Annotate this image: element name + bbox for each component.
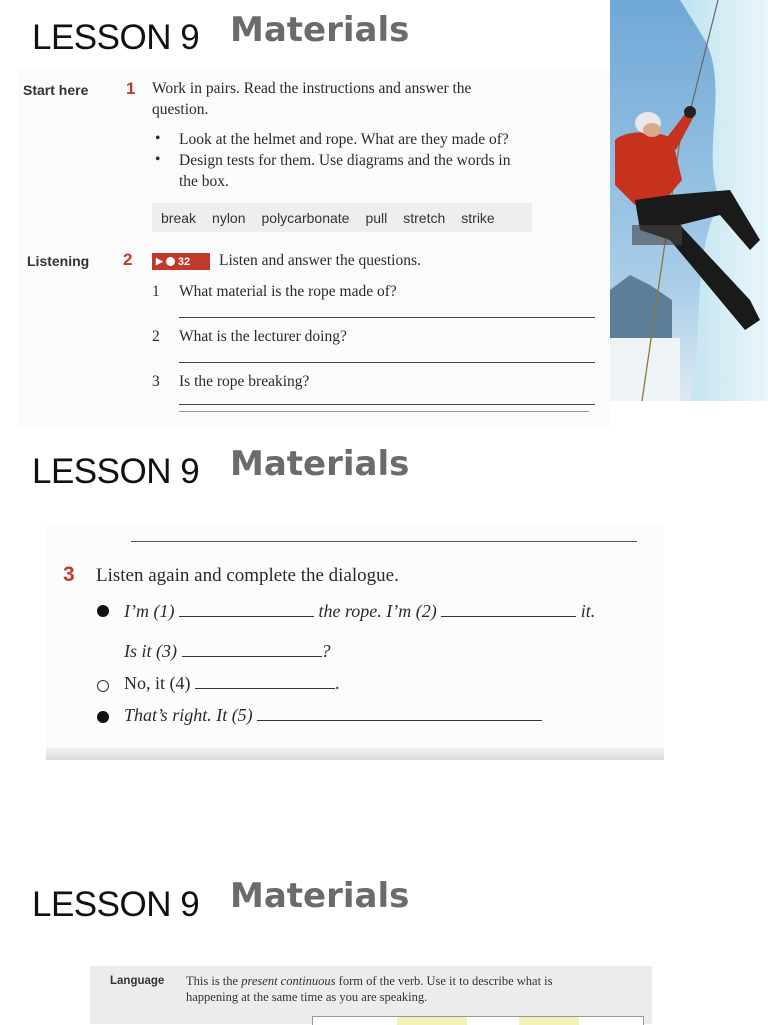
lesson-label: LESSON 9 bbox=[32, 885, 200, 924]
blank-3[interactable] bbox=[182, 642, 322, 657]
exercise-number-2: 2 bbox=[123, 250, 133, 269]
dialogue-text: That’s right. It (5) bbox=[124, 705, 253, 725]
dialogue-line-2 bbox=[124, 641, 331, 662]
bullet-dot-icon: • bbox=[155, 130, 161, 147]
exercise-instruction: Listen again and complete the dialogue. bbox=[96, 565, 399, 586]
speaker-b-icon bbox=[97, 680, 109, 692]
ice-climber-photo bbox=[610, 0, 768, 401]
exercise-number-3: 3 bbox=[63, 563, 75, 586]
language-text-line-1 bbox=[186, 974, 553, 989]
dialogue-text: Is it (3) bbox=[124, 641, 177, 661]
track-badge bbox=[152, 253, 210, 270]
answer-line bbox=[179, 362, 595, 363]
language-text-line-2: happening at the same time as you are speaking. bbox=[186, 990, 428, 1004]
dialogue-line-3 bbox=[124, 673, 340, 694]
blank-1[interactable] bbox=[179, 602, 314, 617]
start-here-label: Start here bbox=[23, 82, 89, 98]
word-box bbox=[152, 203, 532, 232]
language-text: form of the verb. Use it to describe what is bbox=[338, 974, 553, 988]
language-label: Language bbox=[110, 975, 165, 987]
dialogue-text: ? bbox=[321, 641, 331, 661]
word-box-item: polycarbonate bbox=[261, 209, 350, 226]
word-box-item: break bbox=[161, 209, 197, 226]
lesson-title: Materials bbox=[230, 10, 410, 50]
exercise-number-1: 1 bbox=[126, 79, 136, 98]
question-number: 1 bbox=[152, 283, 160, 300]
blank-2[interactable] bbox=[441, 602, 576, 617]
question-number: 2 bbox=[152, 328, 160, 345]
bullet-1: Look at the helmet and rope. What are they made of? bbox=[179, 131, 509, 148]
speaker-a-icon bbox=[97, 605, 109, 617]
blank-5[interactable] bbox=[257, 706, 542, 721]
lesson-title: Materials bbox=[230, 876, 410, 916]
page-bottom-shade bbox=[46, 748, 664, 760]
dialogue-text: No, it (4) bbox=[124, 673, 191, 693]
blank-4[interactable] bbox=[195, 674, 335, 689]
word-box-item: stretch bbox=[403, 209, 446, 226]
speaker-a-icon bbox=[97, 711, 109, 723]
question-text: What is the lecturer doing? bbox=[179, 328, 347, 345]
dialogue-line-1 bbox=[124, 601, 595, 622]
word-box-item: strike bbox=[461, 209, 495, 226]
bullet-dot-icon: • bbox=[155, 151, 161, 168]
cd-icon bbox=[166, 257, 175, 266]
word-box-item: nylon bbox=[212, 209, 246, 226]
dialogue-text: I’m (1) bbox=[124, 601, 175, 621]
lesson-title: Materials bbox=[230, 444, 410, 484]
listening-label: Listening bbox=[27, 253, 90, 269]
answer-line bbox=[179, 404, 595, 405]
dialogue-text: . bbox=[335, 673, 340, 693]
track-number: 32 bbox=[177, 255, 191, 268]
question-text: Is the rope breaking? bbox=[179, 373, 310, 390]
answer-line bbox=[179, 317, 595, 318]
dialogue-text: the rope. I’m (2) bbox=[318, 601, 437, 621]
language-text: This is the bbox=[186, 974, 239, 988]
play-icon: ▶ bbox=[156, 256, 163, 266]
dialogue-text: it. bbox=[580, 601, 596, 621]
language-term: present continuous bbox=[241, 974, 336, 988]
listening-instruction: Listen and answer the questions. bbox=[219, 252, 421, 269]
dialogue-line-4 bbox=[124, 705, 542, 726]
lesson-label: LESSON 9 bbox=[32, 452, 200, 491]
bullet-2-line-2: the box. bbox=[179, 173, 229, 190]
instruction-line-2: question. bbox=[152, 101, 209, 118]
textbook-page bbox=[18, 70, 610, 426]
word-box-item: pull bbox=[365, 209, 388, 226]
question-number: 3 bbox=[152, 373, 160, 390]
answer-line bbox=[179, 411, 589, 412]
bullet-2-line-1: Design tests for them. Use diagrams and the words in bbox=[179, 152, 511, 169]
answer-line bbox=[131, 541, 637, 542]
instruction-line-1: Work in pairs. Read the instructions and answer the bbox=[152, 80, 472, 97]
lesson-label: LESSON 9 bbox=[32, 18, 200, 57]
question-text: What material is the rope made of? bbox=[179, 283, 397, 300]
